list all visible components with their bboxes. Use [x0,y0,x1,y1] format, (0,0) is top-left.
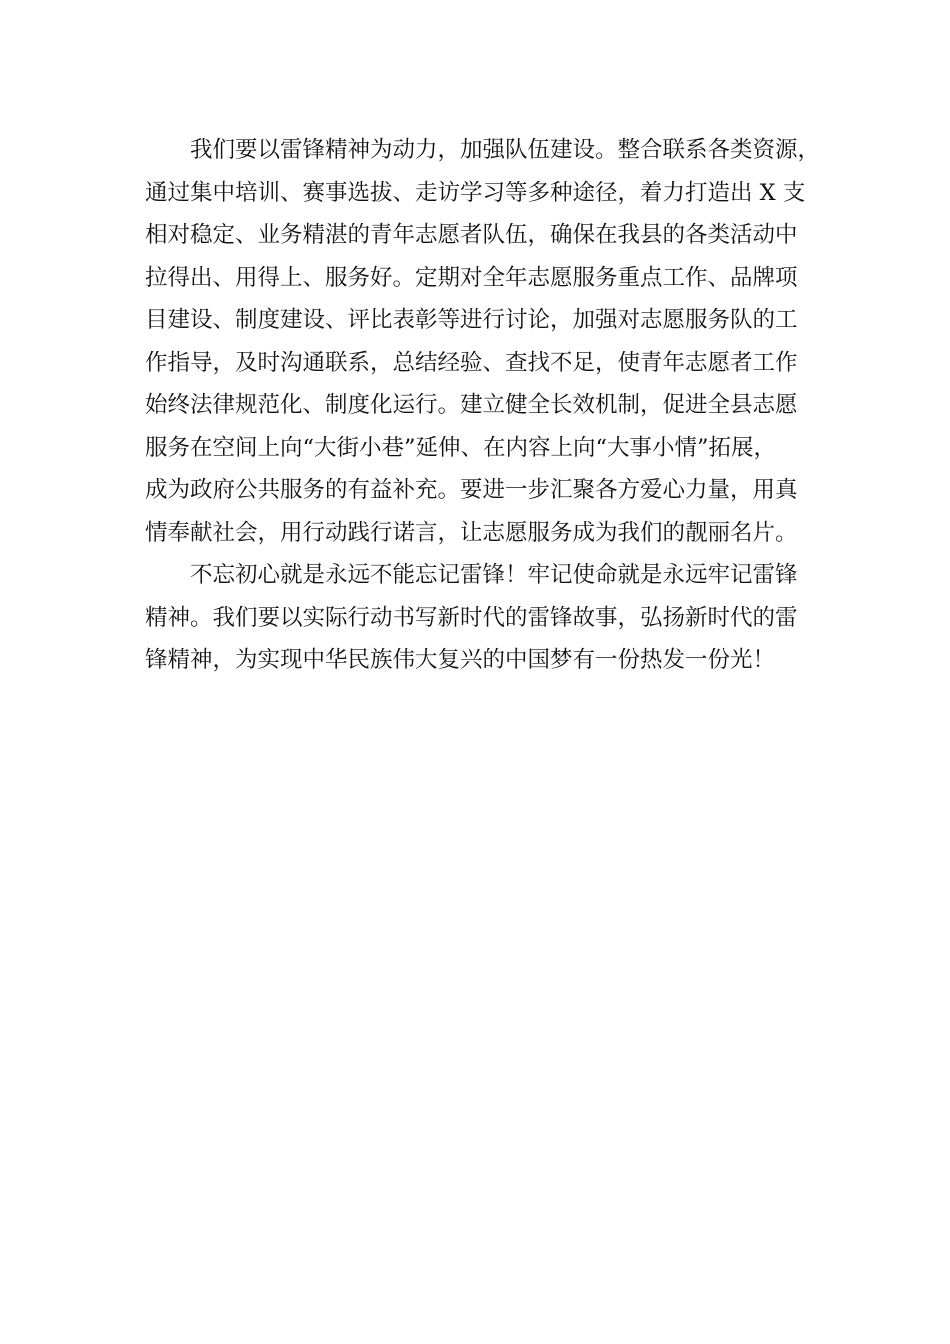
text-line: 锋精神，为实现中华民族伟大复兴的中国梦有一份热发一份光！ [145,647,776,673]
text-line: 不忘初心就是永远不能忘记雷锋！牢记使命就是永远牢记雷锋 [190,562,798,588]
text-line: 始终法律规范化、制度化运行。建立健全长效机制，促进全县志愿 [145,392,798,418]
text-line: 服务在空间上向“大街小巷”延伸、在内容上向“大事小情”拓展， [145,434,777,461]
paragraph-closing [145,554,835,682]
text-line: 成为政府公共服务的有益补充。要进一步汇聚各方爱心力量，用真 [145,477,798,503]
text-line: 通过集中培训、赛事选拔、走访学习等多种途径，着力打造出 X 支 [145,179,806,206]
text-line: 情奉献社会，用行动践行诺言，让志愿服务成为我们的靓丽名片。 [145,519,798,546]
text-line: 目建设、制度建设、评比表彰等进行讨论，加强对志愿服务队的工 [145,307,798,333]
document-body [145,129,835,682]
text-line: 我们要以雷锋精神为动力，加强队伍建设。整合联系各类资源， [190,137,821,163]
text-line: 精神。我们要以实际行动书写新时代的雷锋故事，弘扬新时代的雷 [145,604,798,631]
text-line: 拉得出、用得上、服务好。定期对全年志愿服务重点工作、品牌项 [145,264,798,291]
text-line: 相对稳定、业务精湛的青年志愿者队伍，确保在我县的各类活动中 [145,222,798,248]
paragraph-team-building [145,129,835,554]
text-line: 作指导，及时沟通联系，总结经验、查找不足，使青年志愿者工作 [145,349,798,376]
